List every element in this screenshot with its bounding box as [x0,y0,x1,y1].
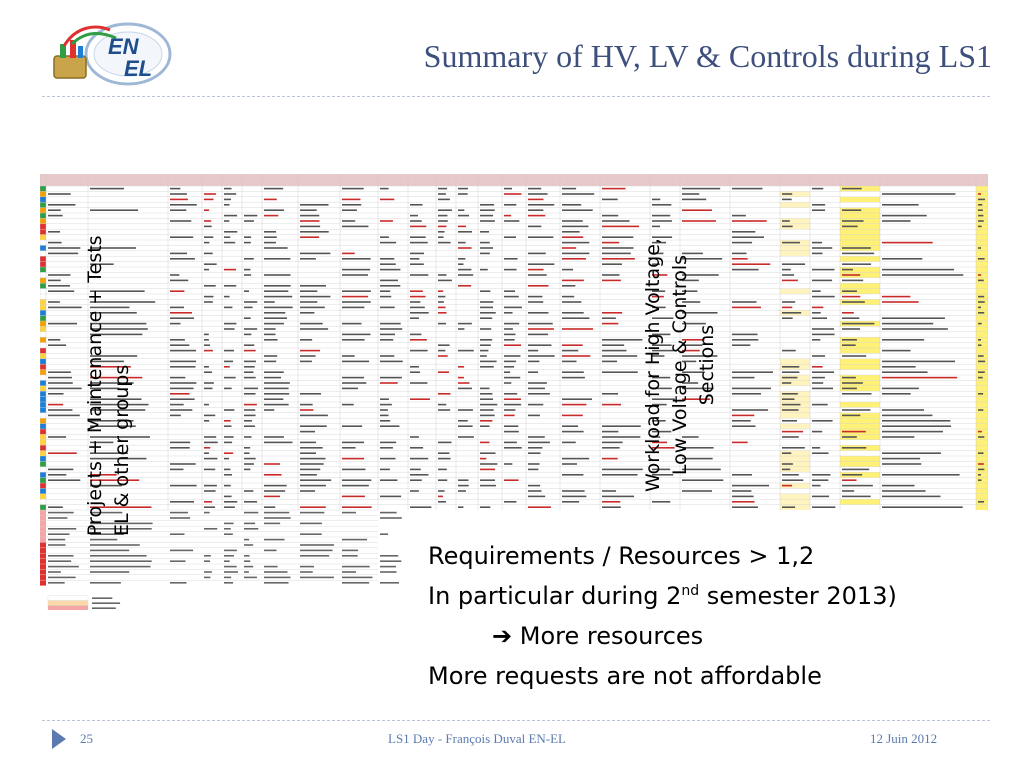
left-vertical-label [82,235,136,536]
left-label-line-1: Projects + Maintenance + Tests [84,235,106,536]
right-label-line-3: Sections [696,324,718,406]
svg-text:EL: EL [124,56,153,81]
arrow-icon: ➔ [492,622,513,650]
en-el-logo [46,16,174,90]
title-divider [42,96,990,97]
slide-title: Summary of HV, LV & Controls during LS1 [423,38,992,74]
footer-presenter: LS1 Day - François Duval EN-EL [388,731,566,746]
page-number: 25 [80,731,93,746]
right-vertical-label [640,238,721,492]
svg-text:EN: EN [108,34,139,59]
right-label-line-1: Workload for High Voltage, [642,238,664,492]
footer-date: 12 Juin 2012 [870,731,938,746]
footer-divider [42,720,990,721]
right-label-line-2: Low Voltage & Controls [669,254,691,476]
body-line-4: More requests are not affordable [428,662,822,690]
footer-triangle-icon [50,727,68,751]
left-label-line-2: EL & other groups [111,364,133,536]
body-text [428,536,897,696]
body-line-2: In particular during 2nd semester 2013) [428,582,897,610]
body-line-1: Requirements / Resources > 1,2 [428,542,815,570]
body-line-3: ➔ More resources [492,622,704,650]
